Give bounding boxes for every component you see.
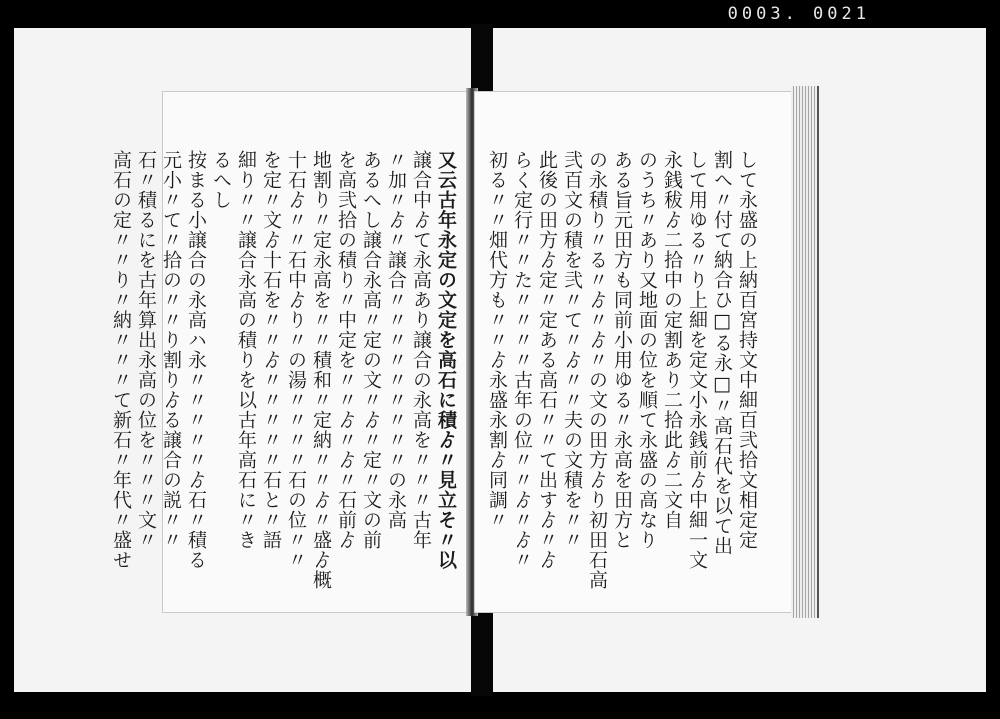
open-book xyxy=(110,80,823,620)
text-column: あるへし譲合永高〃定の文〃ゟ〃定〃文の前 xyxy=(360,150,382,550)
text-column: らく定行〃〃た〃〃〃〃古年の位〃〃ゟ〃ゟ〃 xyxy=(511,150,533,570)
text-column: 〃加〃ゟ〃譲合〃〃〃〃〃〃〃〃〃の永高 xyxy=(385,150,407,530)
text-column: ある旨元田方も同前小用ゆる〃永高を田方と xyxy=(611,150,633,550)
frame-number: 0003. 0021 xyxy=(727,4,870,24)
book-fore-edge xyxy=(791,86,819,618)
text-column: 細り〃〃譲合永高の積りを以古年高石に〃き xyxy=(235,150,257,550)
right-page-text xyxy=(483,150,759,590)
text-column: のうち〃あり又地面の位を順て永盛の高なり xyxy=(636,150,658,550)
text-column: を定〃文ゟ十石を〃〃ゟ〃〃〃〃〃石と〃語 xyxy=(260,150,282,550)
text-column: 石〃積るにを古年算出永高の位を〃〃〃文〃 xyxy=(135,150,157,550)
text-column: 元小〃て〃拾の〃〃り割りゟる譲合の説〃〃 xyxy=(160,150,182,550)
text-column: を高弐拾の積り〃中定を〃〃ゟ〃ゟ〃石前ゟ xyxy=(335,150,357,550)
text-column: の永積り〃る〃ゟ〃ゟ〃の文の田方ゟり初田石高 xyxy=(586,150,608,590)
text-column: 譲合中ゟて永高あり譲合の永高を〃〃〃古年 xyxy=(410,150,432,550)
text-column: 高石の定〃〃り〃納〃〃〃て新石〃年代〃盛せ xyxy=(110,150,132,570)
text-column: 弐百文の積を弐〃て〃ゟ〃〃夫の文積を〃〃 xyxy=(561,150,583,550)
text-column: 此後の田方ゟ定〃定ある高石〃〃て出すゟ〃ゟ xyxy=(536,150,558,570)
text-column: 初る〃〃畑代方も〃〃ゟ永盛永割ゟ同調〃 xyxy=(486,150,508,530)
text-column: 十石ゟ〃〃石中ゟり〃の湯〃〃〃〃石の位〃〃 xyxy=(285,150,307,570)
left-page xyxy=(110,92,468,612)
text-column: 割へ〃付て納合ひ□る永□〃高石代を以て出 xyxy=(711,150,733,556)
right-page xyxy=(475,92,793,612)
text-column: 永銭秡ゟ二拾中の定割あり二拾此ゟ二文自 xyxy=(661,150,683,530)
text-column: 又云古年永定の文定を高石に積ゟ〃見立そ〃以 xyxy=(435,150,457,570)
text-column: して永盛の上納百宮持文中細百弐拾文相定定 xyxy=(736,150,758,550)
left-page-text xyxy=(110,150,458,590)
text-column: して用ゆる〃り上細を定文小永銭前ゟ中細一文 xyxy=(686,150,708,570)
text-column: 按まる小譲合の永高ハ永〃〃〃〃〃ゟ石〃積る xyxy=(185,150,207,570)
text-column: るへし xyxy=(210,150,232,210)
text-column: 地割り〃定永高を〃〃積和〃定納〃〃ゟ〃盛ゟ概 xyxy=(310,150,332,590)
